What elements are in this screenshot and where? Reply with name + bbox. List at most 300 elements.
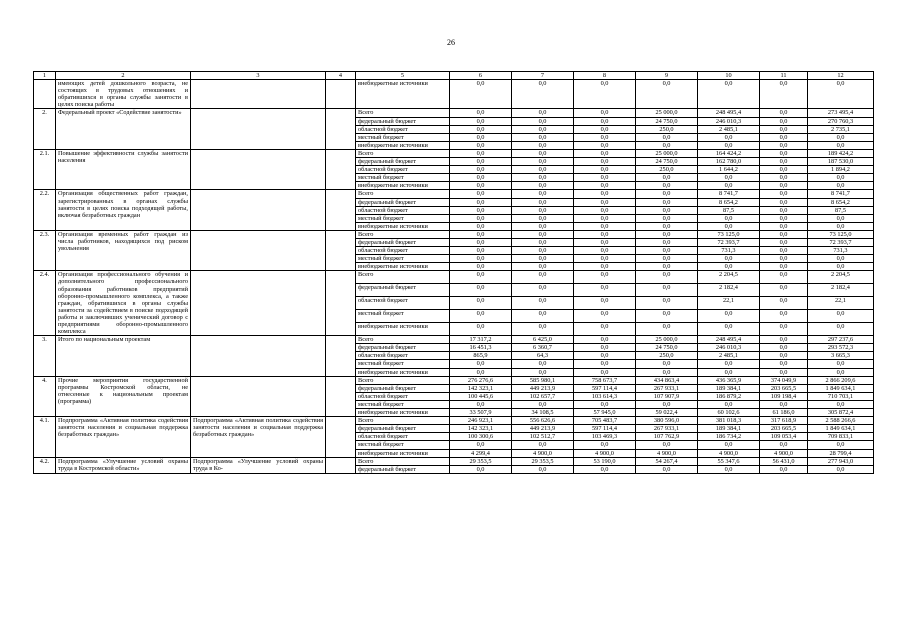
amount-cell: 2 204,5: [698, 271, 760, 284]
funding-source: местный бюджет: [356, 255, 450, 263]
amount-cell: 54 267,4: [636, 457, 698, 465]
amount-cell: 0,0: [698, 465, 760, 473]
amount-cell: 0,0: [450, 284, 512, 297]
amount-cell: 0,0: [760, 284, 808, 297]
amount-cell: 731,3: [808, 247, 874, 255]
amount-cell: 0,0: [450, 222, 512, 230]
amount-cell: 0,0: [450, 368, 512, 376]
amount-cell: 0,0: [512, 109, 574, 117]
funding-table: [33, 71, 874, 474]
amount-cell: 203 665,5: [760, 425, 808, 433]
funding-source: Всего: [356, 376, 450, 384]
funding-source: местный бюджет: [356, 133, 450, 141]
amount-cell: 865,9: [450, 352, 512, 360]
amount-cell: 0,0: [574, 255, 636, 263]
amount-cell: 22,1: [808, 297, 874, 310]
amount-cell: 0,0: [636, 368, 698, 376]
amount-cell: 0,0: [512, 271, 574, 284]
amount-cell: 0,0: [760, 400, 808, 408]
amount-cell: 0,0: [450, 174, 512, 182]
measure-name: Организация профессионального обучения и дополнительного профессионального образования работников предприятий оборонно-промышленного комплекса, а также граждан, обратившихся в органы службы занятости за содействием в поиске подходящей работы и заключивших ученический договор с предприятиями оборонно-промышленного комплекса: [56, 271, 191, 336]
amount-cell: 0,0: [450, 214, 512, 222]
amount-cell: 0,0: [760, 255, 808, 263]
amount-cell: 187 530,0: [808, 158, 874, 166]
funding-source: Всего: [356, 336, 450, 344]
amount-cell: 34 108,5: [512, 409, 574, 417]
subprogram-name: [191, 336, 326, 376]
column-header: 6: [450, 72, 512, 80]
amount-cell: 25 000,0: [636, 336, 698, 344]
funding-source: местный бюджет: [356, 360, 450, 368]
amount-cell: 55 347,6: [698, 457, 760, 465]
subprogram-name: [191, 80, 326, 109]
column-header: 3: [191, 72, 326, 80]
amount-cell: 0,0: [574, 271, 636, 284]
funding-source: местный бюджет: [356, 310, 450, 323]
amount-cell: 100 445,6: [450, 392, 512, 400]
amount-cell: 0,0: [574, 182, 636, 190]
item-number: 3.: [34, 336, 56, 376]
measure-name: Прочие мероприятия государственной программы Костромской области, не отнесенные к национальным проектам (программа): [56, 376, 191, 416]
amount-cell: 0,0: [636, 297, 698, 310]
amount-cell: 73 125,0: [698, 230, 760, 238]
funding-source: Всего: [356, 190, 450, 198]
amount-cell: 0,0: [760, 117, 808, 125]
amount-cell: 0,0: [450, 465, 512, 473]
amount-cell: 0,0: [574, 323, 636, 336]
item-number: 4.2.: [34, 457, 56, 473]
amount-cell: 0,0: [636, 310, 698, 323]
column-header: 11: [760, 72, 808, 80]
measure-name: Подпрограмма «Улучшение условий охраны труда в Костромской области»: [56, 457, 191, 473]
amount-cell: 0,0: [760, 141, 808, 149]
amount-cell: 0,0: [636, 247, 698, 255]
amount-cell: 273 495,4: [808, 109, 874, 117]
amount-cell: 0,0: [760, 323, 808, 336]
amount-cell: 0,0: [760, 297, 808, 310]
funding-source: внебюджетные источники: [356, 80, 450, 109]
amount-cell: 758 673,7: [574, 376, 636, 384]
amount-cell: 0,0: [450, 141, 512, 149]
subprogram-name: [191, 109, 326, 149]
amount-cell: 0,0: [512, 166, 574, 174]
amount-cell: 0,0: [450, 117, 512, 125]
amount-cell: 0,0: [512, 284, 574, 297]
amount-cell: 0,0: [808, 182, 874, 190]
amount-cell: 0,0: [760, 352, 808, 360]
column-header: 5: [356, 72, 450, 80]
amount-cell: 0,0: [760, 263, 808, 271]
amount-cell: 0,0: [574, 230, 636, 238]
funding-source: Всего: [356, 457, 450, 465]
amount-cell: 710 703,1: [808, 392, 874, 400]
amount-cell: 374 049,9: [760, 376, 808, 384]
amount-cell: 22,1: [698, 297, 760, 310]
item-number: 2.2.: [34, 190, 56, 230]
amount-cell: 0,0: [636, 222, 698, 230]
amount-cell: 0,0: [808, 255, 874, 263]
amount-cell: 0,0: [512, 174, 574, 182]
amount-cell: 2 866 209,6: [808, 376, 874, 384]
funding-source: местный бюджет: [356, 174, 450, 182]
amount-cell: 0,0: [636, 182, 698, 190]
column-number-row: [34, 72, 874, 80]
amount-cell: 0,0: [808, 360, 874, 368]
funding-source: Всего: [356, 149, 450, 157]
item-number: [34, 80, 56, 109]
amount-cell: 0,0: [636, 190, 698, 198]
amount-cell: 4 900,0: [512, 449, 574, 457]
amount-cell: 246 010,3: [698, 344, 760, 352]
amount-cell: 0,0: [574, 206, 636, 214]
amount-cell: 0,0: [698, 182, 760, 190]
amount-cell: 4 900,0: [574, 449, 636, 457]
amount-cell: 0,0: [574, 247, 636, 255]
amount-cell: 0,0: [808, 263, 874, 271]
amount-cell: 0,0: [698, 255, 760, 263]
column-header: 12: [808, 72, 874, 80]
table-row: [34, 80, 874, 109]
funding-source: федеральный бюджет: [356, 158, 450, 166]
amount-cell: 449 213,9: [512, 384, 574, 392]
funding-source: местный бюджет: [356, 400, 450, 408]
amount-cell: 0,0: [808, 214, 874, 222]
subprogram-name: [191, 376, 326, 416]
amount-cell: 142 323,1: [450, 384, 512, 392]
funding-source: внебюджетные источники: [356, 449, 450, 457]
amount-cell: 203 665,5: [760, 384, 808, 392]
amount-cell: 3 665,3: [808, 352, 874, 360]
table-row: [34, 376, 874, 384]
executor-cell: [326, 376, 356, 416]
amount-cell: 0,0: [698, 263, 760, 271]
amount-cell: 1 849 634,1: [808, 425, 874, 433]
amount-cell: 0,0: [512, 263, 574, 271]
amount-cell: 162 780,0: [698, 158, 760, 166]
amount-cell: 597 114,4: [574, 384, 636, 392]
amount-cell: 248 495,4: [698, 109, 760, 117]
amount-cell: 0,0: [760, 174, 808, 182]
column-header: 10: [698, 72, 760, 80]
amount-cell: 189 384,1: [698, 425, 760, 433]
amount-cell: 0,0: [512, 133, 574, 141]
amount-cell: 0,0: [636, 206, 698, 214]
amount-cell: 0,0: [698, 141, 760, 149]
amount-cell: 0,0: [636, 230, 698, 238]
amount-cell: 0,0: [574, 368, 636, 376]
amount-cell: 0,0: [512, 441, 574, 449]
funding-source: федеральный бюджет: [356, 344, 450, 352]
page-number: 26: [447, 38, 455, 47]
amount-cell: 0,0: [574, 198, 636, 206]
amount-cell: 0,0: [574, 284, 636, 297]
amount-cell: 270 760,3: [808, 117, 874, 125]
amount-cell: 53 190,0: [574, 457, 636, 465]
table-row: [34, 457, 874, 465]
amount-cell: 0,0: [574, 360, 636, 368]
amount-cell: 0,0: [574, 344, 636, 352]
amount-cell: 0,0: [574, 222, 636, 230]
funding-source: федеральный бюджет: [356, 238, 450, 246]
funding-source: Всего: [356, 230, 450, 238]
executor-cell: [326, 457, 356, 473]
amount-cell: 0,0: [636, 441, 698, 449]
amount-cell: 186 734,2: [698, 433, 760, 441]
amount-cell: 0,0: [574, 166, 636, 174]
amount-cell: 0,0: [450, 190, 512, 198]
amount-cell: 0,0: [760, 336, 808, 344]
amount-cell: 103 469,3: [574, 433, 636, 441]
amount-cell: 0,0: [574, 336, 636, 344]
amount-cell: 250,0: [636, 352, 698, 360]
amount-cell: 246 923,1: [450, 417, 512, 425]
amount-cell: 0,0: [698, 133, 760, 141]
column-header: 8: [574, 72, 636, 80]
amount-cell: 189 424,2: [808, 149, 874, 157]
amount-cell: 434 863,4: [636, 376, 698, 384]
measure-name: Федеральный проект «Содействие занятости»: [56, 109, 191, 149]
amount-cell: 267 933,1: [636, 384, 698, 392]
funding-source: внебюджетные источники: [356, 182, 450, 190]
amount-cell: 0,0: [512, 255, 574, 263]
amount-cell: 0,0: [698, 80, 760, 109]
amount-cell: 0,0: [450, 400, 512, 408]
amount-cell: 0,0: [574, 310, 636, 323]
amount-cell: 0,0: [450, 263, 512, 271]
funding-source: федеральный бюджет: [356, 465, 450, 473]
amount-cell: 0,0: [574, 297, 636, 310]
amount-cell: 0,0: [450, 238, 512, 246]
measure-name: имеющих детей дошкольного возраста, не состоящих в трудовых отношениях и обратившихся в органы службы занятости в целях поиска работы: [56, 80, 191, 109]
amount-cell: 0,0: [574, 441, 636, 449]
amount-cell: 0,0: [636, 238, 698, 246]
amount-cell: 267 933,1: [636, 425, 698, 433]
amount-cell: 0,0: [450, 297, 512, 310]
funding-source: федеральный бюджет: [356, 384, 450, 392]
amount-cell: 0,0: [636, 271, 698, 284]
amount-cell: 8 741,7: [808, 190, 874, 198]
amount-cell: 0,0: [636, 465, 698, 473]
amount-cell: 0,0: [808, 141, 874, 149]
funding-source: внебюджетные источники: [356, 368, 450, 376]
item-number: 2.4.: [34, 271, 56, 336]
amount-cell: 4 900,0: [698, 449, 760, 457]
amount-cell: 0,0: [512, 368, 574, 376]
amount-cell: 0,0: [450, 125, 512, 133]
amount-cell: 2 485,1: [698, 125, 760, 133]
amount-cell: 0,0: [760, 222, 808, 230]
amount-cell: 0,0: [636, 133, 698, 141]
amount-cell: 0,0: [760, 206, 808, 214]
funding-source: Всего: [356, 109, 450, 117]
column-header: 9: [636, 72, 698, 80]
amount-cell: 28 799,4: [808, 449, 874, 457]
amount-cell: 0,0: [636, 214, 698, 222]
amount-cell: 0,0: [512, 230, 574, 238]
amount-cell: 380 596,0: [636, 417, 698, 425]
table-row: [34, 149, 874, 157]
amount-cell: 436 365,9: [698, 376, 760, 384]
amount-cell: 0,0: [808, 400, 874, 408]
measure-name: Организация временных работ граждан из числа работников, находящихся под риском увольнения: [56, 230, 191, 270]
amount-cell: 25 000,0: [636, 149, 698, 157]
amount-cell: 0,0: [636, 198, 698, 206]
amount-cell: 0,0: [450, 360, 512, 368]
amount-cell: 0,0: [698, 222, 760, 230]
amount-cell: 0,0: [760, 80, 808, 109]
amount-cell: 64,3: [512, 352, 574, 360]
table-row: [34, 109, 874, 117]
amount-cell: 0,0: [450, 133, 512, 141]
funding-source: внебюджетные источники: [356, 263, 450, 271]
amount-cell: 100 300,6: [450, 433, 512, 441]
amount-cell: 0,0: [760, 441, 808, 449]
amount-cell: 0,0: [636, 400, 698, 408]
funding-source: внебюджетные источники: [356, 409, 450, 417]
funding-source: внебюджетные источники: [356, 222, 450, 230]
amount-cell: 0,0: [636, 255, 698, 263]
amount-cell: 250,0: [636, 166, 698, 174]
amount-cell: 0,0: [698, 441, 760, 449]
amount-cell: 2 182,4: [808, 284, 874, 297]
amount-cell: 0,0: [574, 109, 636, 117]
amount-cell: 0,0: [636, 263, 698, 271]
amount-cell: 0,0: [512, 206, 574, 214]
funding-source: Всего: [356, 417, 450, 425]
amount-cell: 29 353,5: [512, 457, 574, 465]
amount-cell: 0,0: [450, 271, 512, 284]
amount-cell: 0,0: [636, 284, 698, 297]
amount-cell: 0,0: [760, 465, 808, 473]
amount-cell: 0,0: [760, 190, 808, 198]
subprogram-name: [191, 190, 326, 230]
amount-cell: 24 750,0: [636, 117, 698, 125]
amount-cell: 0,0: [512, 80, 574, 109]
amount-cell: 0,0: [574, 465, 636, 473]
amount-cell: 276 276,6: [450, 376, 512, 384]
amount-cell: 57 945,0: [574, 409, 636, 417]
funding-source: областной бюджет: [356, 352, 450, 360]
amount-cell: 0,0: [512, 297, 574, 310]
amount-cell: 4 900,0: [760, 449, 808, 457]
funding-source: федеральный бюджет: [356, 117, 450, 125]
amount-cell: 0,0: [450, 441, 512, 449]
amount-cell: 0,0: [450, 230, 512, 238]
amount-cell: 731,3: [698, 247, 760, 255]
amount-cell: 0,0: [698, 310, 760, 323]
amount-cell: 0,0: [760, 198, 808, 206]
amount-cell: 2 182,4: [698, 284, 760, 297]
measure-name: Повышение эффективности службы занятости населения: [56, 149, 191, 189]
amount-cell: 0,0: [636, 141, 698, 149]
amount-cell: 0,0: [450, 323, 512, 336]
amount-cell: 0,0: [512, 141, 574, 149]
executor-cell: [326, 336, 356, 376]
item-number: 4.: [34, 376, 56, 416]
table-row: [34, 190, 874, 198]
amount-cell: 0,0: [574, 352, 636, 360]
amount-cell: 0,0: [450, 80, 512, 109]
amount-cell: 73 125,0: [808, 230, 874, 238]
funding-source: областной бюджет: [356, 247, 450, 255]
amount-cell: 0,0: [574, 238, 636, 246]
amount-cell: 0,0: [574, 149, 636, 157]
table-row: [34, 230, 874, 238]
amount-cell: 33 507,9: [450, 409, 512, 417]
amount-cell: 107 762,9: [636, 433, 698, 441]
amount-cell: 585 980,1: [512, 376, 574, 384]
funding-source: местный бюджет: [356, 441, 450, 449]
amount-cell: 8 654,2: [698, 198, 760, 206]
amount-cell: 0,0: [698, 214, 760, 222]
amount-cell: 6 360,7: [512, 344, 574, 352]
amount-cell: 0,0: [808, 441, 874, 449]
amount-cell: 277 943,0: [808, 457, 874, 465]
amount-cell: 0,0: [808, 323, 874, 336]
amount-cell: 0,0: [512, 125, 574, 133]
amount-cell: 0,0: [808, 222, 874, 230]
amount-cell: 0,0: [760, 344, 808, 352]
amount-cell: 0,0: [760, 238, 808, 246]
amount-cell: 0,0: [574, 214, 636, 222]
amount-cell: 0,0: [450, 255, 512, 263]
amount-cell: 87,5: [698, 206, 760, 214]
amount-cell: 0,0: [450, 247, 512, 255]
amount-cell: 0,0: [512, 360, 574, 368]
amount-cell: 0,0: [698, 323, 760, 336]
funding-source: областной бюджет: [356, 206, 450, 214]
amount-cell: 0,0: [808, 465, 874, 473]
amount-cell: 4 299,4: [450, 449, 512, 457]
amount-cell: 705 483,7: [574, 417, 636, 425]
amount-cell: 0,0: [574, 263, 636, 271]
funding-source: федеральный бюджет: [356, 198, 450, 206]
column-header: 1: [34, 72, 56, 80]
amount-cell: 2 588 266,6: [808, 417, 874, 425]
amount-cell: 25 000,0: [636, 109, 698, 117]
amount-cell: 0,0: [450, 149, 512, 157]
amount-cell: 0,0: [512, 149, 574, 157]
subprogram-name: Подпрограмма «Улучшение условий охраны труда в Ко-: [191, 457, 326, 473]
column-header: 2: [56, 72, 191, 80]
amount-cell: 0,0: [574, 80, 636, 109]
amount-cell: 305 872,4: [808, 409, 874, 417]
item-number: 2.: [34, 109, 56, 149]
amount-cell: 0,0: [512, 117, 574, 125]
amount-cell: 2 735,1: [808, 125, 874, 133]
amount-cell: 0,0: [574, 141, 636, 149]
amount-cell: 248 495,4: [698, 336, 760, 344]
amount-cell: 0,0: [760, 214, 808, 222]
amount-cell: 0,0: [450, 109, 512, 117]
amount-cell: 0,0: [512, 400, 574, 408]
executor-cell: [326, 230, 356, 270]
funding-source: местный бюджет: [356, 214, 450, 222]
amount-cell: 293 572,3: [808, 344, 874, 352]
funding-source: федеральный бюджет: [356, 284, 450, 297]
amount-cell: 246 010,3: [698, 117, 760, 125]
amount-cell: 0,0: [760, 310, 808, 323]
amount-cell: 0,0: [636, 80, 698, 109]
amount-cell: 87,5: [808, 206, 874, 214]
amount-cell: 0,0: [512, 247, 574, 255]
table-row: [34, 271, 874, 284]
amount-cell: 556 626,6: [512, 417, 574, 425]
amount-cell: 0,0: [512, 190, 574, 198]
column-header: 4: [326, 72, 356, 80]
table-row: [34, 336, 874, 344]
amount-cell: 0,0: [512, 182, 574, 190]
